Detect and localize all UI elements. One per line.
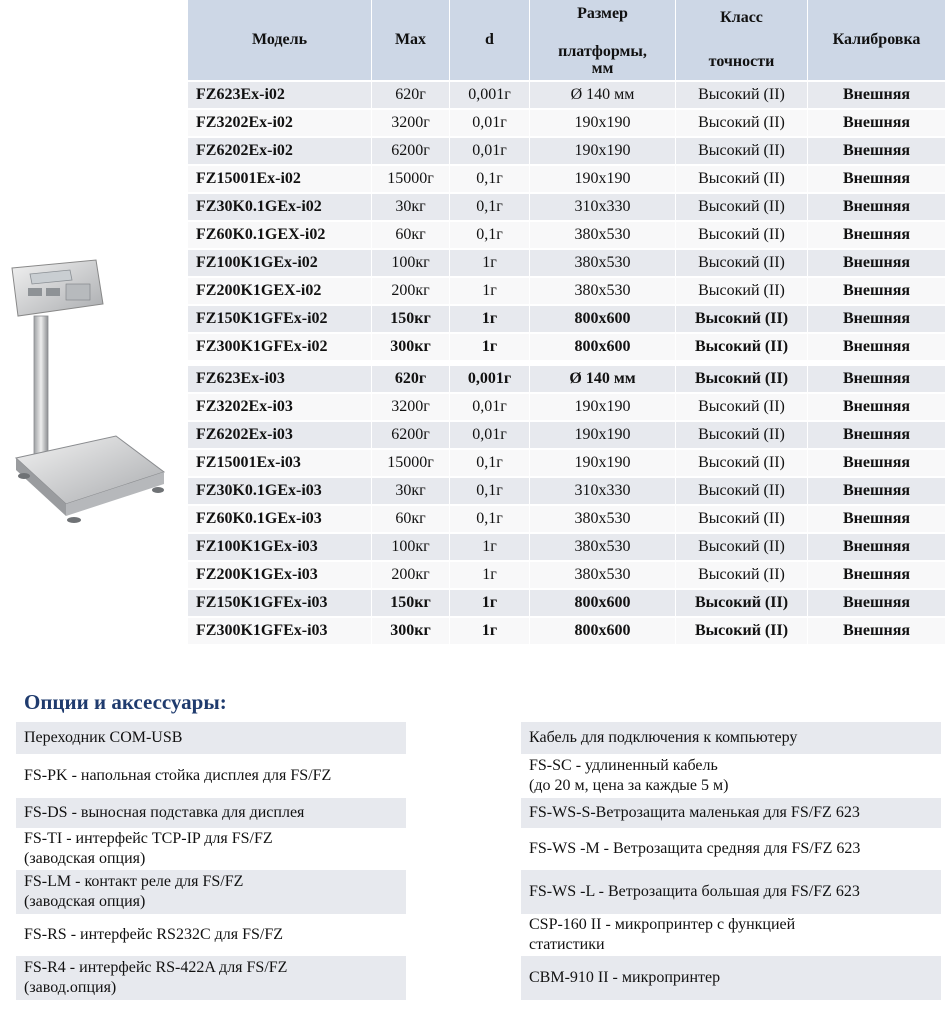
accessory-text xyxy=(24,766,331,786)
table-row xyxy=(188,82,945,110)
class-cell: Высокий (II) xyxy=(676,194,808,222)
class-cell: Высокий (II) xyxy=(676,618,808,646)
model-cell: FZ200K1GEx-i03 xyxy=(188,562,372,590)
d-cell: 0,1г xyxy=(450,450,530,478)
class-cell: Высокий (II) xyxy=(676,250,808,278)
accessory-item xyxy=(16,722,406,754)
platform-cell: 380x530 xyxy=(530,250,676,278)
calibration-cell: Внешняя xyxy=(808,222,945,250)
table-row xyxy=(188,166,945,194)
model-cell: FZ300K1GFEx-i02 xyxy=(188,334,372,362)
max-cell: 200кг xyxy=(372,278,450,306)
accessory-line2: (заводская опция) xyxy=(24,893,146,910)
calibration-cell: Внешняя xyxy=(808,334,945,362)
col-max-header: Max xyxy=(372,0,450,82)
accessory-text xyxy=(24,872,243,912)
model-cell: FZ100K1GEx-i02 xyxy=(188,250,372,278)
table-row xyxy=(188,278,945,306)
max-cell: 6200г xyxy=(372,422,450,450)
accessory-text xyxy=(529,803,860,823)
model-cell: FZ30K0.1GEx-i02 xyxy=(188,194,372,222)
accessories-right-list xyxy=(521,722,941,1000)
d-cell: 0,1г xyxy=(450,478,530,506)
platform-cell: 800x600 xyxy=(530,618,676,646)
max-cell: 15000г xyxy=(372,166,450,194)
accessory-line1: FS-SC - удлиненный кабель xyxy=(529,757,718,774)
col-calibration-header: Калибровка xyxy=(808,0,945,82)
max-cell: 200кг xyxy=(372,562,450,590)
model-cell: FZ623Ex-i02 xyxy=(188,82,372,110)
model-cell: FZ150K1GFEx-i02 xyxy=(188,306,372,334)
table-row xyxy=(188,422,945,450)
max-cell: 60кг xyxy=(372,222,450,250)
accessory-line1: Кабель для подключения к компьютеру xyxy=(529,729,798,746)
platform-cell: 380x530 xyxy=(530,222,676,250)
d-cell: 0,01г xyxy=(450,422,530,450)
class-cell: Высокий (II) xyxy=(676,394,808,422)
model-cell: FZ30K0.1GEx-i03 xyxy=(188,478,372,506)
col-d-header: d xyxy=(450,0,530,82)
table-row xyxy=(188,334,945,362)
table-row xyxy=(188,394,945,422)
platform-cell: 190x190 xyxy=(530,394,676,422)
class-cell: Высокий (II) xyxy=(676,590,808,618)
d-cell: 1г xyxy=(450,590,530,618)
accessory-item xyxy=(521,956,941,1000)
class-cell: Высокий (II) xyxy=(676,450,808,478)
table-row xyxy=(188,450,945,478)
d-cell: 0,001г xyxy=(450,362,530,394)
accessory-line1: FS-PK - напольная стойка дисплея для FS/FZ xyxy=(24,767,332,784)
platform-cell: 800x600 xyxy=(530,306,676,334)
platform-cell: Ø 140 мм xyxy=(530,362,676,394)
table-row xyxy=(188,194,945,222)
table-row xyxy=(188,618,945,646)
accessory-item xyxy=(521,754,941,798)
platform-cell: 190x190 xyxy=(530,138,676,166)
d-cell: 1г xyxy=(450,278,530,306)
accessory-line2: статистики xyxy=(529,936,605,953)
class-cell: Высокий (II) xyxy=(676,278,808,306)
accessory-line2: (до 20 м, цена за каждые 5 м) xyxy=(529,777,729,794)
class-cell: Высокий (II) xyxy=(676,82,808,110)
platform-cell: 380x530 xyxy=(530,534,676,562)
model-cell: FZ6202Ex-i02 xyxy=(188,138,372,166)
calibration-cell: Внешняя xyxy=(808,362,945,394)
model-cell: FZ60K0.1GEX-i02 xyxy=(188,222,372,250)
class-cell: Высокий (II) xyxy=(676,362,808,394)
d-cell: 1г xyxy=(450,562,530,590)
d-cell: 0,01г xyxy=(450,394,530,422)
model-cell: FZ6202Ex-i03 xyxy=(188,422,372,450)
platform-cell: 380x530 xyxy=(530,506,676,534)
accessory-item xyxy=(16,870,406,914)
max-cell: 620г xyxy=(372,82,450,110)
platform-header-line3: мм xyxy=(591,60,614,77)
max-cell: 620г xyxy=(372,362,450,394)
model-cell: FZ15001Ex-i03 xyxy=(188,450,372,478)
d-cell: 0,1г xyxy=(450,166,530,194)
accessory-item xyxy=(16,956,406,1000)
accessory-text xyxy=(24,925,283,945)
table-row xyxy=(188,138,945,166)
d-cell: 0,01г xyxy=(450,110,530,138)
max-cell: 3200г xyxy=(372,394,450,422)
accessory-item xyxy=(521,722,941,754)
class-cell: Высокий (II) xyxy=(676,110,808,138)
accessory-item xyxy=(16,754,406,798)
spec-table xyxy=(188,0,945,646)
accessory-item xyxy=(16,828,406,870)
calibration-cell: Внешняя xyxy=(808,82,945,110)
d-cell: 0,1г xyxy=(450,506,530,534)
accessory-text xyxy=(529,882,860,902)
d-cell: 0,1г xyxy=(450,222,530,250)
calibration-cell: Внешняя xyxy=(808,306,945,334)
accessory-line1: CBM-910 II - микропринтер xyxy=(529,969,721,986)
platform-cell: 190x190 xyxy=(530,166,676,194)
class-cell: Высокий (II) xyxy=(676,306,808,334)
accessory-line1: FS-LM - контакт реле для FS/FZ xyxy=(24,873,244,890)
model-cell: FZ100K1GEx-i03 xyxy=(188,534,372,562)
platform-cell: 310x330 xyxy=(530,478,676,506)
accessory-text xyxy=(24,728,182,748)
calibration-cell: Внешняя xyxy=(808,534,945,562)
table-row xyxy=(188,250,945,278)
d-cell: 0,01г xyxy=(450,138,530,166)
accessory-item xyxy=(16,798,406,828)
accessory-item xyxy=(16,914,406,956)
calibration-cell: Внешняя xyxy=(808,250,945,278)
platform-cell: 190x190 xyxy=(530,110,676,138)
scale-product-image xyxy=(8,258,183,528)
accessory-item xyxy=(521,870,941,914)
accessory-line1: FS-R4 - интерфейс RS-422A для FS/FZ xyxy=(24,959,288,976)
model-cell: FZ60K0.1GEx-i03 xyxy=(188,506,372,534)
calibration-cell: Внешняя xyxy=(808,590,945,618)
calibration-cell: Внешняя xyxy=(808,138,945,166)
calibration-cell: Внешняя xyxy=(808,506,945,534)
table-row xyxy=(188,478,945,506)
model-cell: FZ623Ex-i03 xyxy=(188,362,372,394)
accessory-text xyxy=(529,915,795,955)
table-row xyxy=(188,306,945,334)
calibration-cell: Внешняя xyxy=(808,110,945,138)
class-header-line1: Класс xyxy=(720,9,763,26)
class-cell: Высокий (II) xyxy=(676,534,808,562)
platform-cell: 310x330 xyxy=(530,194,676,222)
platform-cell: 380x530 xyxy=(530,278,676,306)
table-row xyxy=(188,110,945,138)
accessories-left-list xyxy=(16,722,406,1000)
table-row xyxy=(188,590,945,618)
col-model-header: Модель xyxy=(188,0,372,82)
platform-header-line1: Размер xyxy=(577,5,628,22)
max-cell: 150кг xyxy=(372,306,450,334)
accessory-item xyxy=(521,828,941,870)
calibration-cell: Внешняя xyxy=(808,562,945,590)
accessory-line1: FS-TI - интерфейс TCP-IP для FS/FZ xyxy=(24,830,273,847)
d-cell: 0,1г xyxy=(450,194,530,222)
d-cell: 1г xyxy=(450,618,530,646)
spec-header-row xyxy=(188,0,945,82)
calibration-cell: Внешняя xyxy=(808,166,945,194)
accessories-title: Опции и аксессуары: xyxy=(24,690,227,714)
calibration-cell: Внешняя xyxy=(808,194,945,222)
calibration-cell: Внешняя xyxy=(808,278,945,306)
class-header-line2: точности xyxy=(708,53,775,70)
accessory-line1: FS-RS - интерфейс RS232C для FS/FZ xyxy=(24,926,284,943)
platform-cell: 380x530 xyxy=(530,562,676,590)
table-row xyxy=(188,506,945,534)
calibration-cell: Внешняя xyxy=(808,478,945,506)
d-cell: 1г xyxy=(450,306,530,334)
accessory-text xyxy=(24,803,304,823)
platform-cell: 800x600 xyxy=(530,334,676,362)
accessory-line1: FS-WS-S-Ветрозащита маленькая для FS/FZ 623 xyxy=(529,804,860,821)
class-cell: Высокий (II) xyxy=(676,506,808,534)
class-cell: Высокий (II) xyxy=(676,166,808,194)
accessory-line2: (завод.опция) xyxy=(24,979,117,996)
class-cell: Высокий (II) xyxy=(676,222,808,250)
class-cell: Высокий (II) xyxy=(676,478,808,506)
accessory-item xyxy=(521,914,941,956)
max-cell: 6200г xyxy=(372,138,450,166)
model-cell: FZ15001Ex-i02 xyxy=(188,166,372,194)
max-cell: 100кг xyxy=(372,250,450,278)
d-cell: 1г xyxy=(450,334,530,362)
class-cell: Высокий (II) xyxy=(676,334,808,362)
col-platform-header xyxy=(530,0,676,82)
calibration-cell: Внешняя xyxy=(808,422,945,450)
calibration-cell: Внешняя xyxy=(808,394,945,422)
accessory-text xyxy=(24,958,287,998)
accessory-line2: (заводская опция) xyxy=(24,850,146,867)
platform-header-line2: платформы, xyxy=(558,43,647,60)
max-cell: 30кг xyxy=(372,478,450,506)
max-cell: 3200г xyxy=(372,110,450,138)
calibration-cell: Внешняя xyxy=(808,618,945,646)
model-cell: FZ3202Ex-i03 xyxy=(188,394,372,422)
table-row xyxy=(188,534,945,562)
platform-cell: 190x190 xyxy=(530,450,676,478)
max-cell: 100кг xyxy=(372,534,450,562)
platform-cell: Ø 140 мм xyxy=(530,82,676,110)
table-row xyxy=(188,362,945,394)
model-cell: FZ150K1GFEx-i03 xyxy=(188,590,372,618)
d-cell: 0,001г xyxy=(450,82,530,110)
accessory-text xyxy=(529,728,797,748)
accessory-text xyxy=(529,839,860,859)
d-cell: 1г xyxy=(450,534,530,562)
accessory-text xyxy=(24,829,273,869)
accessory-text xyxy=(529,968,720,988)
accessory-line1: FS-WS -M - Ветрозащита средняя для FS/FZ 623 xyxy=(529,840,861,857)
accessory-line1: Переходник COM-USB xyxy=(24,729,183,746)
col-class-header xyxy=(676,0,808,82)
accessory-line1: FS-WS -L - Ветрозащита большая для FS/FZ 623 xyxy=(529,883,860,900)
accessory-text xyxy=(529,756,728,796)
max-cell: 300кг xyxy=(372,618,450,646)
model-cell: FZ3202Ex-i02 xyxy=(188,110,372,138)
class-cell: Высокий (II) xyxy=(676,562,808,590)
accessory-line1: FS-DS - выносная подставка для дисплея xyxy=(24,804,305,821)
platform-cell: 800x600 xyxy=(530,590,676,618)
model-cell: FZ300K1GFEx-i03 xyxy=(188,618,372,646)
accessory-line1: CSP-160 II - микропринтер с функцией xyxy=(529,916,796,933)
max-cell: 300кг xyxy=(372,334,450,362)
model-cell: FZ200K1GEX-i02 xyxy=(188,278,372,306)
max-cell: 30кг xyxy=(372,194,450,222)
max-cell: 150кг xyxy=(372,590,450,618)
d-cell: 1г xyxy=(450,250,530,278)
accessory-item xyxy=(521,798,941,828)
calibration-cell: Внешняя xyxy=(808,450,945,478)
platform-cell: 190x190 xyxy=(530,422,676,450)
max-cell: 60кг xyxy=(372,506,450,534)
class-cell: Высокий (II) xyxy=(676,422,808,450)
class-cell: Высокий (II) xyxy=(676,138,808,166)
max-cell: 15000г xyxy=(372,450,450,478)
table-row xyxy=(188,222,945,250)
table-row xyxy=(188,562,945,590)
